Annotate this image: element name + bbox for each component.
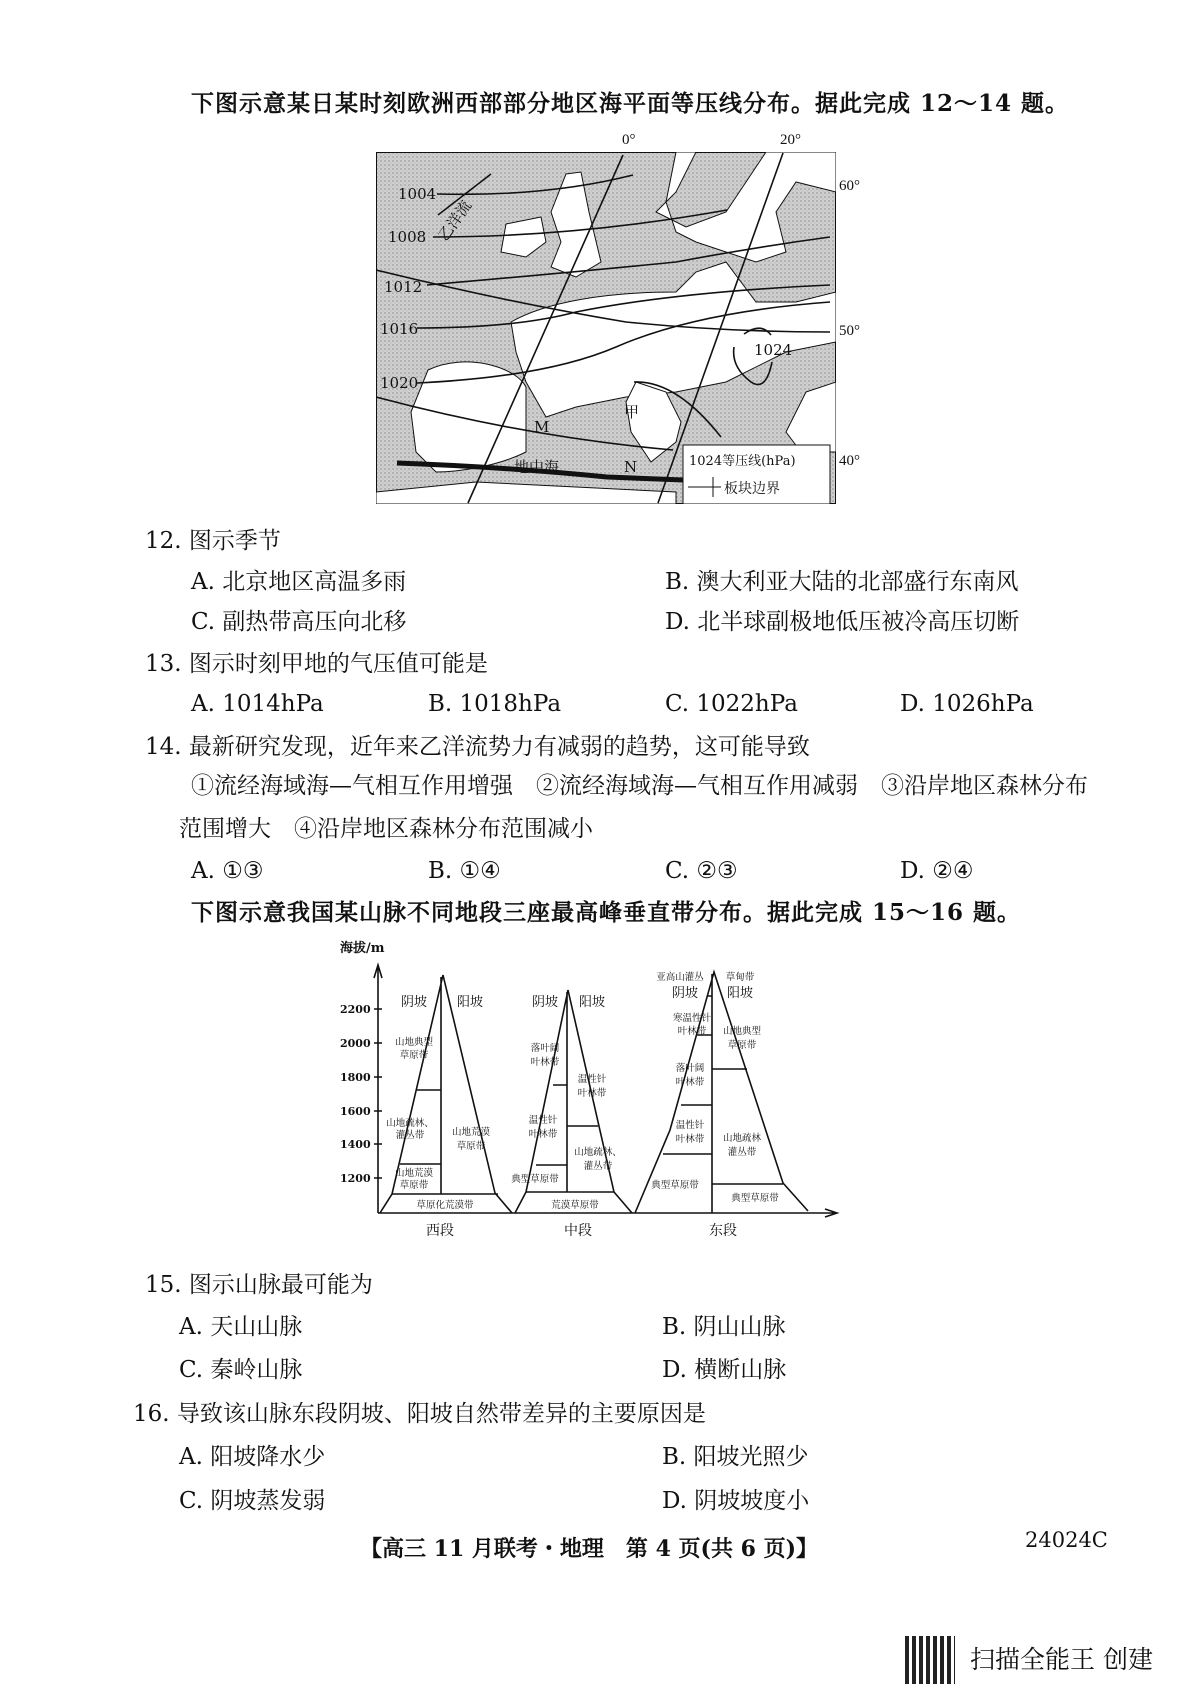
zone-label: 典型草原带: [651, 1180, 699, 1191]
zone-label: 山地疏林、: [574, 1147, 622, 1158]
zone-label: 灌丛带: [395, 1130, 425, 1141]
zone-label: 叶林带: [677, 1026, 707, 1037]
q15-option-d: D. 横断山脉: [662, 1357, 787, 1383]
sea-label: 地中海: [514, 458, 560, 476]
vertical-zonation-diagram: [330, 930, 910, 1260]
q15-option-b: B. 阴山山脉: [662, 1314, 786, 1340]
zone-label: 寒温性针: [672, 1013, 712, 1024]
q13-option-d: D. 1026hPa: [900, 691, 1034, 717]
zone-label: 落叶阔: [530, 1043, 560, 1054]
q16-option-d: D. 阴坡坡度小: [662, 1488, 810, 1514]
q13-option-b: B. 1018hPa: [428, 691, 562, 717]
mid-section-label: 中段: [564, 1223, 592, 1239]
y-axis: [374, 965, 382, 1213]
current-label: 乙洋流: [434, 197, 476, 245]
isobar-label-1016: 1016: [380, 320, 419, 338]
east-sunny-label: 阳坡: [726, 986, 754, 1001]
isobar-label-1012: 1012: [384, 278, 423, 296]
zone-label: 山地典型: [394, 1037, 434, 1048]
zone-label: 山地荒漠: [451, 1127, 491, 1138]
q12-option-d: D. 北半球副极地低压被冷高压切断: [665, 609, 1020, 635]
zone-label: 草原带: [727, 1040, 757, 1051]
jia-label: 甲: [624, 403, 640, 421]
zone-label: 叶林带: [675, 1134, 705, 1145]
m-label: M: [534, 418, 550, 436]
peak-east: [635, 972, 808, 1213]
zone-label: 叶林带: [530, 1057, 560, 1068]
q14-stem: 14. 最新研究发现，近年来乙洋流势力有减弱的趋势，这可能导致: [145, 734, 810, 760]
lat-50-label: 50°: [839, 323, 860, 339]
isobar-label-1008: 1008: [388, 228, 427, 246]
west-shady-label: 阴坡: [400, 995, 428, 1010]
q15-option-c: C. 秦岭山脉: [179, 1357, 303, 1383]
q13-stem: 13. 图示时刻甲地的气压值可能是: [145, 651, 488, 677]
zone-label: 典型草原带: [731, 1193, 779, 1204]
q15-option-a: A. 天山山脉: [179, 1314, 303, 1340]
zone-label: 叶林带: [577, 1088, 607, 1099]
zone-label: 灌丛带: [583, 1161, 613, 1172]
zone-label: 灌丛带: [727, 1147, 757, 1158]
tick-1800: 1800: [340, 1071, 371, 1084]
q14-option-d: D. ②④: [900, 858, 974, 884]
zone-label: 山地典型: [722, 1026, 762, 1037]
q13-option-c: C. 1022hPa: [665, 691, 798, 717]
tick-1400: 1400: [340, 1138, 371, 1151]
n-label: N: [624, 458, 638, 476]
q16-option-c: C. 阴坡蒸发弱: [179, 1488, 326, 1514]
q12-option-b: B. 澳大利亚大陆的北部盛行东南风: [665, 569, 1019, 595]
zone-label: 山地荒漠: [394, 1168, 434, 1179]
zone-label: 山地疏林: [722, 1133, 762, 1144]
q12-option-c: C. 副热带高压向北移: [191, 609, 407, 635]
lon-20-label: 20°: [780, 132, 801, 148]
isobar-map: [376, 152, 836, 504]
zone-label: 草原带: [456, 1141, 486, 1152]
mid-shady-label: 阴坡: [531, 995, 559, 1010]
tick-1200: 1200: [340, 1172, 371, 1185]
zone-label: 温性针: [528, 1115, 558, 1126]
legend-isobar: 1024等压线(hPa): [689, 454, 796, 469]
zone-label: 亚高山灌丛: [656, 972, 704, 983]
zone-label: 叶林带: [528, 1129, 558, 1140]
west-section-label: 西段: [426, 1223, 454, 1239]
tick-2200: 2200: [340, 1003, 371, 1016]
mid-sunny-label: 阳坡: [578, 995, 606, 1010]
intro-15-16: 下图示意我国某山脉不同地段三座最高峰垂直带分布。据此完成 15～16 题。: [191, 899, 1022, 926]
qr-code-icon: [905, 1636, 955, 1684]
map-legend: [683, 445, 830, 504]
lat-60-label: 60°: [839, 178, 860, 194]
page-footer: 【高三 11 月联考・地理 第 4 页(共 6 页)】: [360, 1536, 819, 1562]
east-shady-label: 阴坡: [671, 986, 699, 1001]
zone-label: 山地疏林、: [386, 1118, 434, 1129]
zone-label: 落叶阔: [675, 1063, 705, 1074]
q15-stem: 15. 图示山脉最可能为: [145, 1272, 373, 1298]
zone-label: 草原带: [399, 1180, 429, 1191]
q14-option-b: B. ①④: [428, 858, 501, 884]
zone-label: 草原带: [399, 1050, 429, 1061]
q14-line1: ①流经海域海—气相互作用增强 ②流经海域海—气相互作用减弱 ③沿岸地区森林分布: [191, 773, 1088, 799]
zone-label: 草甸带: [725, 972, 755, 983]
east-section-label: 东段: [709, 1223, 737, 1239]
y-axis-label: 海拔/m: [340, 941, 385, 956]
legend-plate: 板块边界: [724, 481, 780, 497]
q12-stem: 12. 图示季节: [145, 528, 281, 554]
tick-1600: 1600: [340, 1105, 371, 1118]
q16-option-a: A. 阳坡降水少: [179, 1444, 326, 1470]
q16-stem: 16. 导致该山脉东段阴坡、阳坡自然带差异的主要原因是: [133, 1401, 706, 1427]
q14-option-c: C. ②③: [665, 858, 738, 884]
exam-code: 24024C: [1025, 1528, 1108, 1552]
zone-label: 温性针: [675, 1120, 705, 1131]
lat-40-label: 40°: [839, 453, 860, 469]
q14-line2: 范围增大 ④沿岸地区森林分布范围减小: [179, 816, 593, 842]
q13-option-a: A. 1014hPa: [191, 691, 324, 717]
west-sunny-label: 阳坡: [456, 995, 484, 1010]
zone-label: 叶林带: [675, 1077, 705, 1088]
scanner-watermark: 扫描全能王 创建: [970, 1645, 1153, 1674]
zone-label: 典型草原带: [511, 1174, 559, 1185]
q14-option-a: A. ①③: [191, 858, 264, 884]
tick-2000: 2000: [340, 1037, 371, 1050]
land-iberia: [411, 362, 526, 472]
zone-label: 温性针: [577, 1074, 607, 1085]
lon-0-label: 0°: [622, 132, 636, 148]
zone-label: 荒漠草原带: [551, 1200, 599, 1211]
zone-label: 草原化荒漠带: [416, 1200, 474, 1211]
intro-12-14: 下图示意某日某时刻欧洲西部部分地区海平面等压线分布。据此完成 12～14 题。: [191, 90, 1070, 117]
isobar-label-1004: 1004: [398, 185, 437, 203]
isobar-label-1020: 1020: [380, 374, 419, 392]
isobar-label-1024: 1024: [754, 341, 793, 359]
q12-option-a: A. 北京地区高温多雨: [191, 569, 407, 595]
q16-option-b: B. 阳坡光照少: [662, 1444, 809, 1470]
